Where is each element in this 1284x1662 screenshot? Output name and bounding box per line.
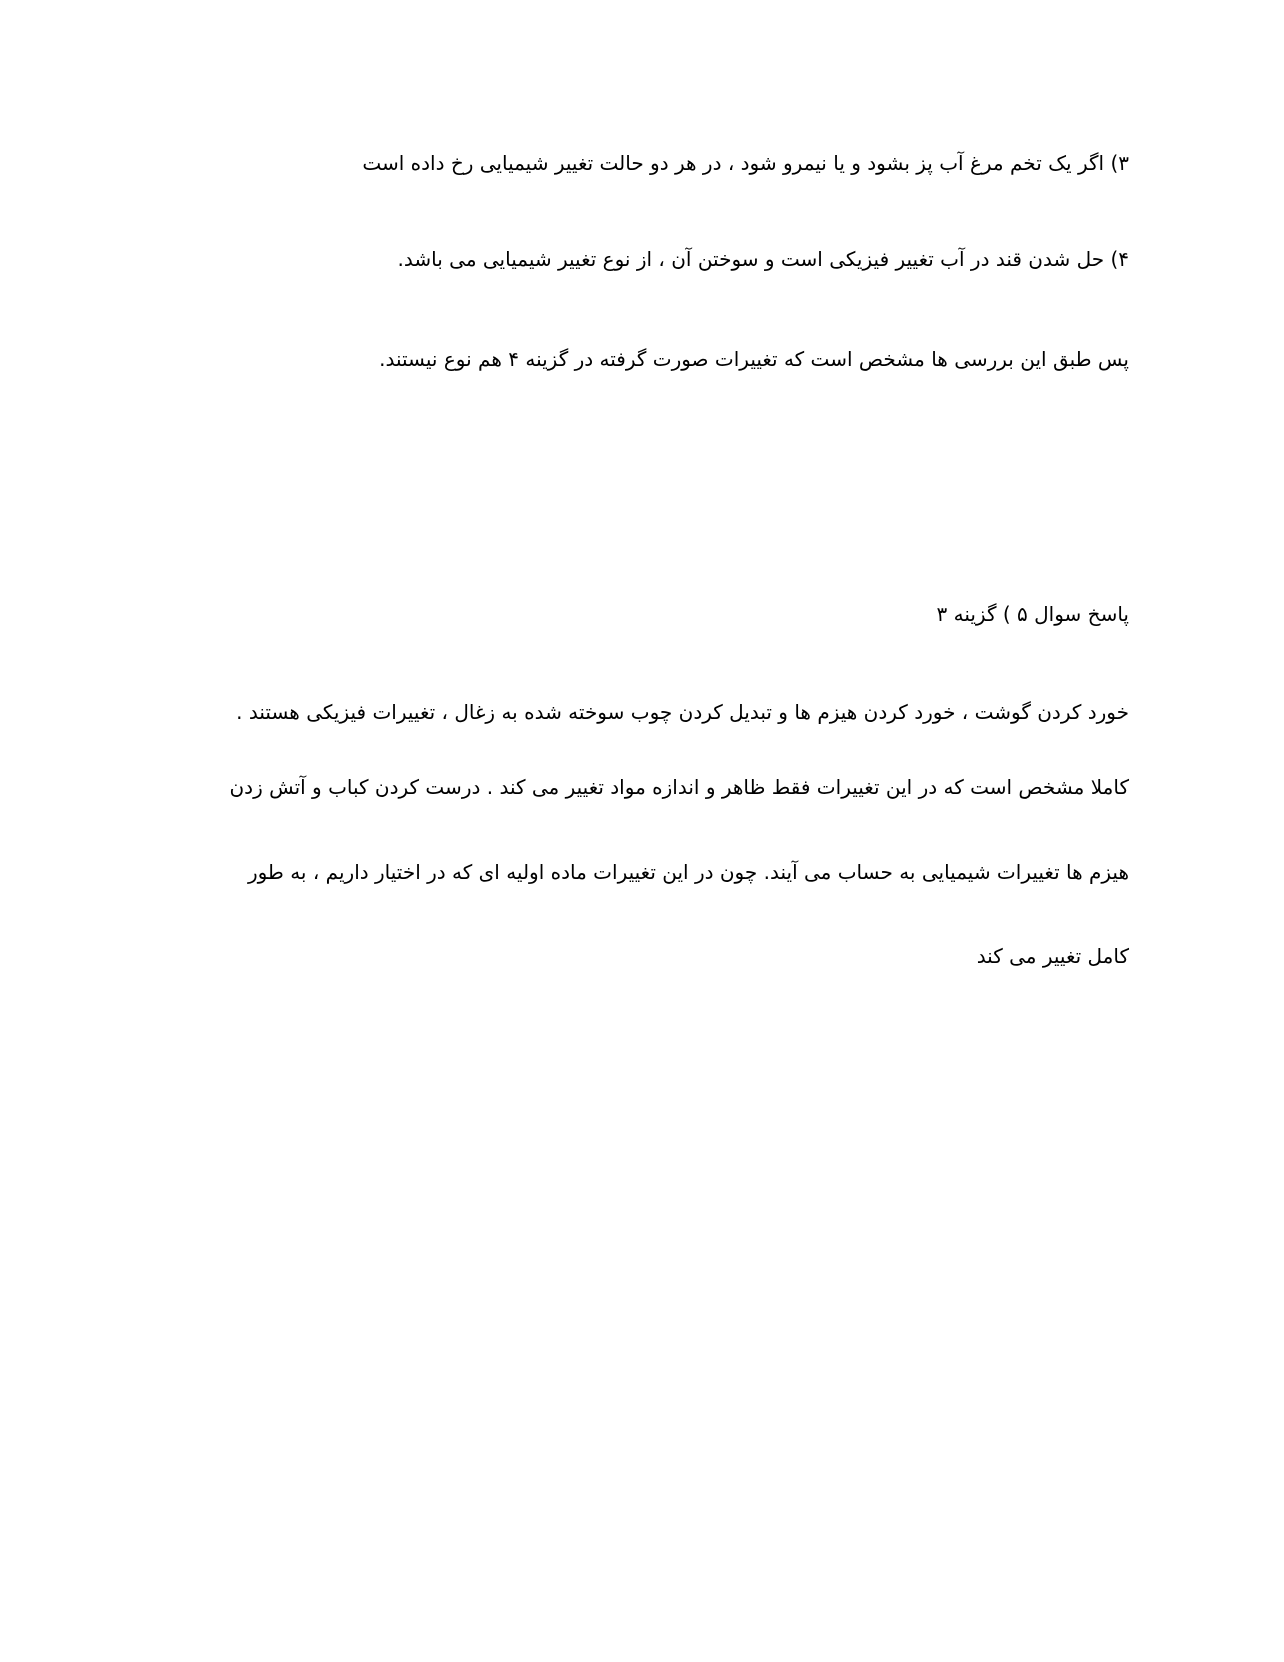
answer-5-line-4: کامل تغییر می کند bbox=[976, 944, 1129, 968]
option-4-text: ۴) حل شدن قند در آب تغییر فیزیکی است و سوختن آن ، از نوع تغییر شیمیایی می باشد. bbox=[397, 247, 1129, 271]
conclusion-text: پس طبق این بررسی ها مشخص است که تغییرات صورت گرفته در گزینه ۴ هم نوع نیستند. bbox=[379, 347, 1129, 371]
answer-5-line-1: خورد کردن گوشت ، خورد کردن هیزم ها و تبدیل کردن چوب سوخته شده به زغال ، تغییرات فیزیکی هستند . bbox=[236, 700, 1129, 724]
answer-5-heading: پاسخ سوال ۵ ) گزینه ۳ bbox=[936, 602, 1129, 626]
answer-5-line-2: کاملا مشخص است که در این تغییرات فقط ظاهر و اندازه مواد تغییر می کند . درست کردن کباب و آتش زدن bbox=[229, 775, 1129, 799]
answer-5-line-3: هیزم ها تغییرات شیمیایی به حساب می آیند. چون در این تغییرات ماده اولیه ای که در اختیار داریم ، به طور bbox=[247, 860, 1129, 884]
option-3-text: ۳) اگر یک تخم مرغ آب پز بشود و یا نیمرو شود ، در هر دو حالت تغییر شیمیایی رخ داده است bbox=[362, 151, 1129, 175]
